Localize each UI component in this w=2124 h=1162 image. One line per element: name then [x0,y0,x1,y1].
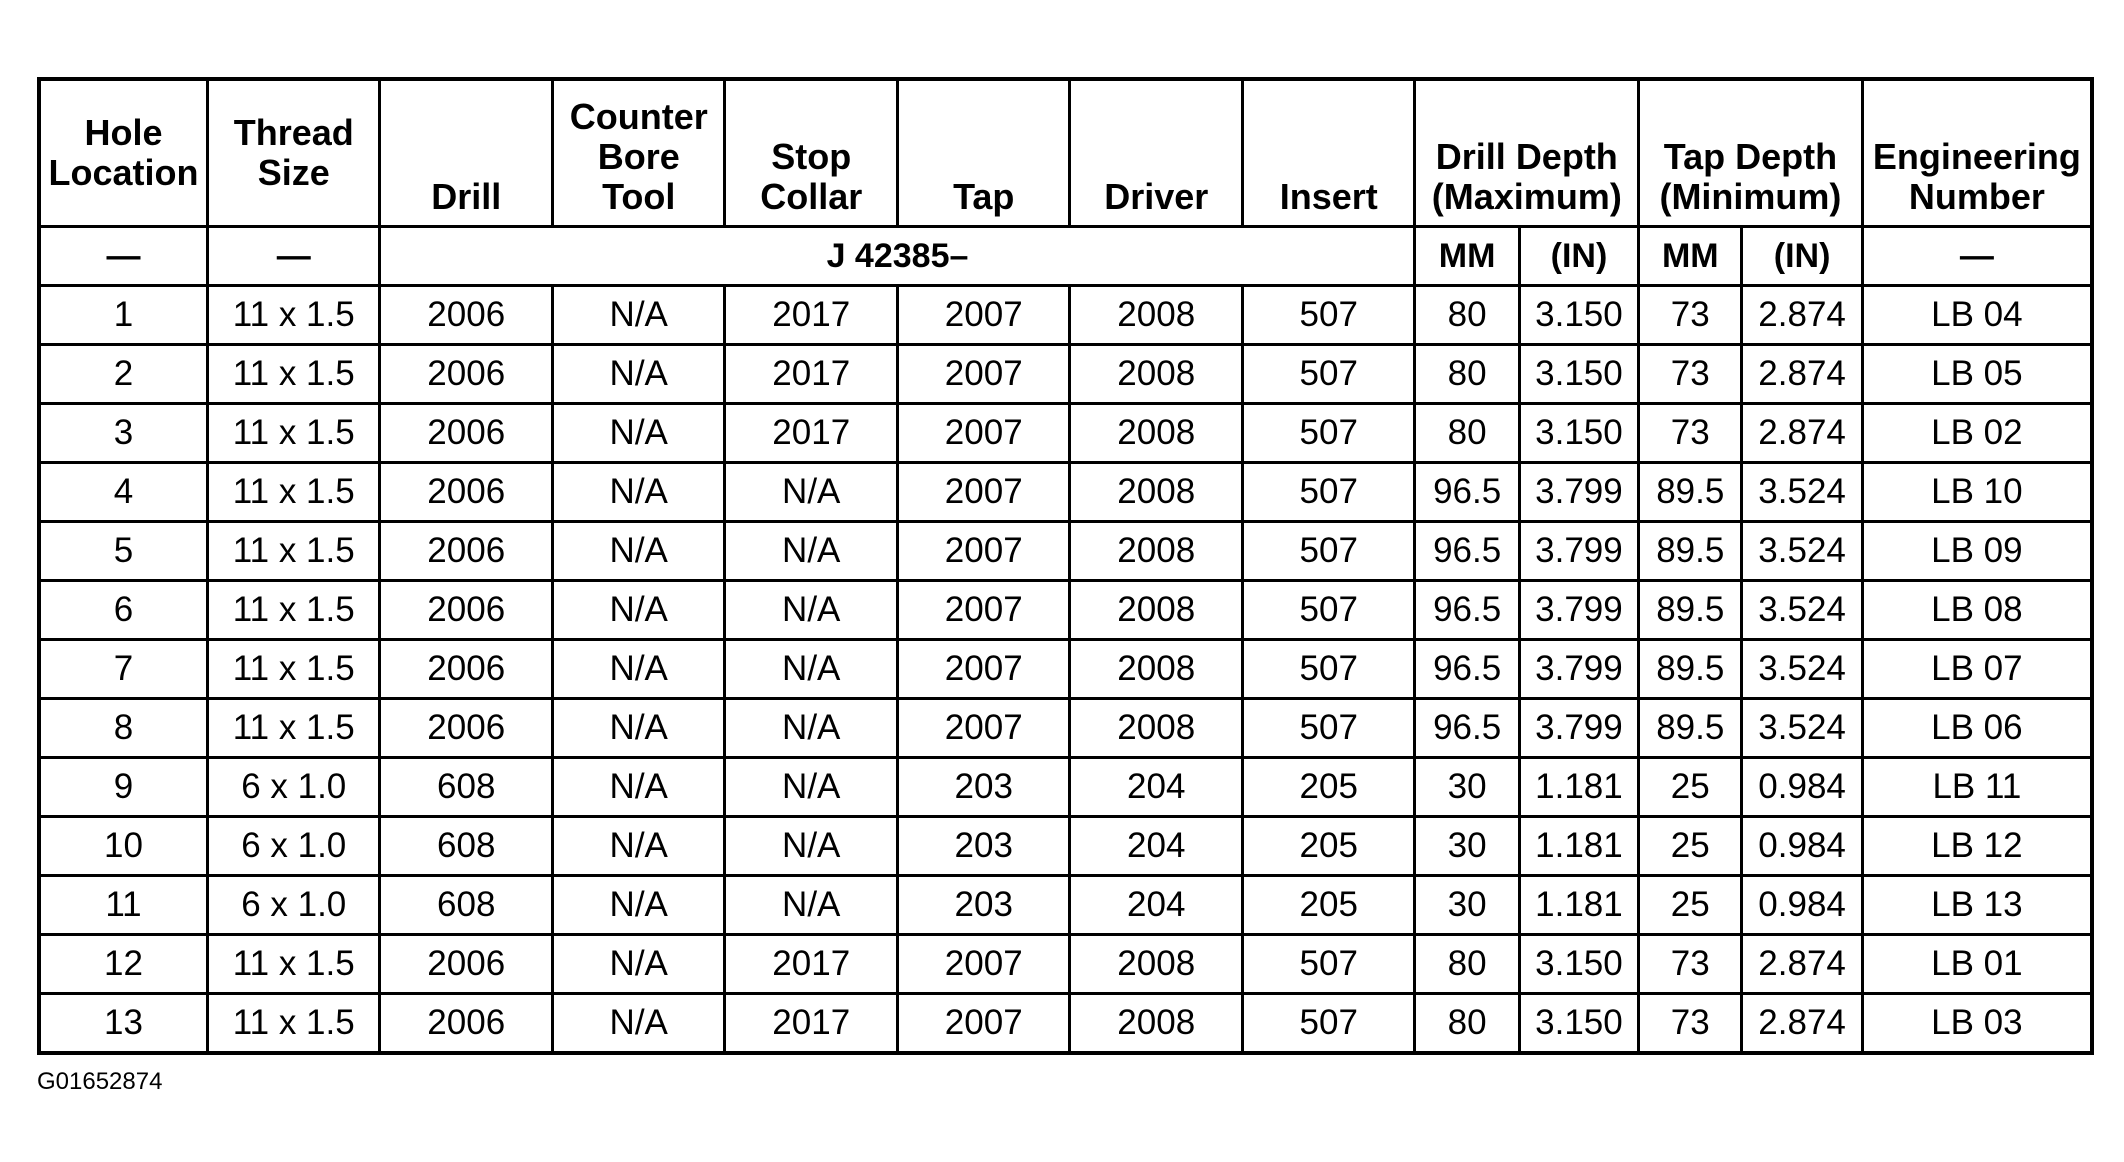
cell-tap-depth-in: 3.524 [1742,699,1862,758]
cell-counter-bore-tool: N/A [552,404,725,463]
cell-tap: 2007 [897,935,1070,994]
cell-tap-depth-mm: 89.5 [1639,640,1742,699]
cell-tap-depth-mm: 25 [1639,758,1742,817]
cell-insert: 507 [1242,581,1415,640]
subheader-drill-depth-mm: MM [1415,227,1519,286]
cell-engineering-number: LB 08 [1862,581,2092,640]
cell-drill-depth-in: 1.181 [1519,876,1638,935]
cell-drill-depth-mm: 96.5 [1415,522,1519,581]
cell-tap-depth-in: 2.874 [1742,994,1862,1054]
cell-drill-depth-mm: 80 [1415,345,1519,404]
figure-id: G01652874 [37,1068,163,1095]
cell-tap-depth-in: 0.984 [1742,758,1862,817]
cell-tap: 2007 [897,640,1070,699]
cell-driver: 2008 [1070,345,1243,404]
cell-driver: 204 [1070,758,1243,817]
header-thread-size [207,79,380,227]
cell-drill-depth-mm: 80 [1415,935,1519,994]
subheader-tap-depth-in: (IN) [1742,227,1862,286]
cell-counter-bore-tool: N/A [552,817,725,876]
table-row [39,404,2092,463]
cell-tap: 2007 [897,404,1070,463]
cell-stop-collar: 2017 [725,994,898,1054]
cell-insert: 205 [1242,758,1415,817]
cell-insert: 507 [1242,463,1415,522]
cell-drill-depth-in: 1.181 [1519,758,1638,817]
header-line: Size [257,152,330,193]
header-row [39,79,2092,227]
cell-drill-depth-mm: 80 [1415,994,1519,1054]
header-line: Stop [771,136,852,177]
cell-thread-size: 6 x 1.0 [207,758,380,817]
cell-drill: 2006 [380,640,553,699]
subheader-tap-depth-mm: MM [1639,227,1742,286]
cell-tap-depth-in: 2.874 [1742,935,1862,994]
cell-thread-size: 11 x 1.5 [207,345,380,404]
cell-hole-location: 1 [39,286,207,345]
cell-tap-depth-in: 0.984 [1742,817,1862,876]
header-hole-location [39,79,207,227]
cell-drill-depth-in: 3.799 [1519,581,1638,640]
cell-engineering-number: LB 13 [1862,876,2092,935]
cell-tap-depth-mm: 89.5 [1639,699,1742,758]
cell-insert: 205 [1242,876,1415,935]
cell-drill: 608 [380,876,553,935]
cell-tap-depth-in: 0.984 [1742,876,1862,935]
subheader-thread-size: — [207,227,380,286]
cell-tap-depth-mm: 73 [1639,404,1742,463]
cell-thread-size: 6 x 1.0 [207,876,380,935]
subheader-hole-location: — [39,227,207,286]
cell-drill-depth-mm: 96.5 [1415,463,1519,522]
cell-thread-size: 11 x 1.5 [207,994,380,1054]
header-driver [1070,79,1243,227]
cell-driver: 2008 [1070,522,1243,581]
cell-counter-bore-tool: N/A [552,640,725,699]
header-line: (Minimum) [1659,176,1842,217]
cell-tap-depth-mm: 73 [1639,286,1742,345]
cell-insert: 205 [1242,817,1415,876]
cell-engineering-number: LB 05 [1862,345,2092,404]
cell-hole-location: 7 [39,640,207,699]
cell-tap-depth-in: 3.524 [1742,463,1862,522]
cell-drill-depth-in: 3.150 [1519,404,1638,463]
cell-tap-depth-mm: 89.5 [1639,463,1742,522]
header-line: Location [48,152,199,193]
cell-counter-bore-tool: N/A [552,463,725,522]
cell-drill-depth-mm: 96.5 [1415,640,1519,699]
cell-stop-collar: N/A [725,463,898,522]
cell-counter-bore-tool: N/A [552,876,725,935]
cell-tap-depth-mm: 25 [1639,817,1742,876]
table-row [39,817,2092,876]
header-tap-depth [1639,79,1863,227]
cell-insert: 507 [1242,699,1415,758]
cell-insert: 507 [1242,345,1415,404]
cell-driver: 2008 [1070,994,1243,1054]
cell-drill: 2006 [380,699,553,758]
cell-drill: 608 [380,817,553,876]
cell-tap-depth-mm: 25 [1639,876,1742,935]
header-line: Bore [597,136,680,177]
cell-thread-size: 11 x 1.5 [207,699,380,758]
cell-thread-size: 11 x 1.5 [207,581,380,640]
cell-stop-collar: 2017 [725,345,898,404]
cell-drill: 2006 [380,463,553,522]
cell-counter-bore-tool: N/A [552,286,725,345]
cell-drill: 2006 [380,994,553,1054]
cell-thread-size: 11 x 1.5 [207,522,380,581]
cell-drill-depth-in: 3.150 [1519,286,1638,345]
cell-hole-location: 10 [39,817,207,876]
cell-thread-size: 11 x 1.5 [207,463,380,522]
cell-tap: 2007 [897,463,1070,522]
cell-thread-size: 6 x 1.0 [207,817,380,876]
cell-drill-depth-mm: 30 [1415,817,1519,876]
header-line: Hole [84,112,163,153]
table-row [39,640,2092,699]
cell-driver: 2008 [1070,935,1243,994]
cell-drill: 2006 [380,404,553,463]
header-line: Collar [760,176,863,217]
subheader-drill-depth-in: (IN) [1519,227,1638,286]
cell-driver: 204 [1070,876,1243,935]
table-row [39,463,2092,522]
cell-drill-depth-in: 3.799 [1519,463,1638,522]
header-line: Tool [602,176,676,217]
cell-driver: 2008 [1070,640,1243,699]
cell-counter-bore-tool: N/A [552,581,725,640]
subheader-row [39,227,2092,286]
cell-insert: 507 [1242,935,1415,994]
cell-engineering-number: LB 12 [1862,817,2092,876]
header-drill [380,79,553,227]
table-row [39,581,2092,640]
cell-tap: 2007 [897,699,1070,758]
tool-spec-sheet [37,77,2094,1055]
cell-counter-bore-tool: N/A [552,699,725,758]
cell-tap: 2007 [897,581,1070,640]
header-line: (Maximum) [1431,176,1622,217]
table-row [39,758,2092,817]
cell-drill-depth-mm: 30 [1415,758,1519,817]
header-line: Thread [233,112,354,153]
cell-drill-depth-mm: 30 [1415,876,1519,935]
table-row [39,699,2092,758]
cell-drill-depth-in: 3.150 [1519,994,1638,1054]
cell-stop-collar: 2017 [725,935,898,994]
header-line: Drill [431,176,502,217]
cell-stop-collar: N/A [725,640,898,699]
cell-insert: 507 [1242,640,1415,699]
cell-drill: 2006 [380,522,553,581]
header-line: Tap Depth [1663,136,1838,177]
header-engineering-number [1862,79,2092,227]
cell-driver: 2008 [1070,404,1243,463]
header-line: Drill Depth [1435,136,1618,177]
cell-insert: 507 [1242,286,1415,345]
cell-stop-collar: 2017 [725,404,898,463]
cell-tap: 203 [897,758,1070,817]
cell-hole-location: 12 [39,935,207,994]
cell-tap-depth-in: 2.874 [1742,286,1862,345]
cell-drill-depth-mm: 96.5 [1415,699,1519,758]
cell-stop-collar: 2017 [725,286,898,345]
cell-engineering-number: LB 01 [1862,935,2092,994]
cell-hole-location: 11 [39,876,207,935]
cell-tap-depth-mm: 73 [1639,994,1742,1054]
header-line: Number [1908,176,2045,217]
table-row [39,345,2092,404]
cell-engineering-number: LB 06 [1862,699,2092,758]
cell-drill-depth-mm: 96.5 [1415,581,1519,640]
cell-insert: 507 [1242,994,1415,1054]
table-row [39,935,2092,994]
cell-counter-bore-tool: N/A [552,935,725,994]
cell-hole-location: 5 [39,522,207,581]
header-counter-bore-tool [552,79,725,227]
cell-drill-depth-mm: 80 [1415,404,1519,463]
cell-thread-size: 11 x 1.5 [207,286,380,345]
cell-drill: 608 [380,758,553,817]
cell-stop-collar: N/A [725,522,898,581]
cell-tap-depth-in: 2.874 [1742,404,1862,463]
cell-tap: 2007 [897,522,1070,581]
cell-drill-depth-mm: 80 [1415,286,1519,345]
cell-drill: 2006 [380,935,553,994]
table-row [39,522,2092,581]
cell-drill: 2006 [380,286,553,345]
cell-thread-size: 11 x 1.5 [207,404,380,463]
cell-tap: 203 [897,817,1070,876]
header-line: Driver [1104,176,1209,217]
cell-tap-depth-mm: 89.5 [1639,522,1742,581]
cell-tap-depth-in: 2.874 [1742,345,1862,404]
cell-hole-location: 4 [39,463,207,522]
header-insert [1242,79,1415,227]
cell-counter-bore-tool: N/A [552,522,725,581]
cell-tap: 2007 [897,994,1070,1054]
cell-hole-location: 9 [39,758,207,817]
cell-tap: 2007 [897,286,1070,345]
thread-repair-table [37,77,2094,1055]
cell-thread-size: 11 x 1.5 [207,935,380,994]
cell-engineering-number: LB 02 [1862,404,2092,463]
cell-engineering-number: LB 09 [1862,522,2092,581]
cell-engineering-number: LB 11 [1862,758,2092,817]
header-line: Insert [1279,176,1378,217]
cell-thread-size: 11 x 1.5 [207,640,380,699]
cell-drill: 2006 [380,345,553,404]
cell-drill-depth-in: 1.181 [1519,817,1638,876]
cell-engineering-number: LB 04 [1862,286,2092,345]
cell-tap-depth-in: 3.524 [1742,581,1862,640]
cell-drill-depth-in: 3.150 [1519,935,1638,994]
header-line: Counter [569,96,708,137]
cell-engineering-number: LB 03 [1862,994,2092,1054]
cell-stop-collar: N/A [725,817,898,876]
table-row [39,994,2092,1054]
cell-hole-location: 13 [39,994,207,1054]
cell-hole-location: 2 [39,345,207,404]
cell-stop-collar: N/A [725,581,898,640]
cell-driver: 204 [1070,817,1243,876]
cell-tap: 2007 [897,345,1070,404]
cell-driver: 2008 [1070,286,1243,345]
cell-tap-depth-mm: 89.5 [1639,581,1742,640]
header-stop-collar [725,79,898,227]
cell-stop-collar: N/A [725,699,898,758]
header-line: Tap [953,176,1015,217]
cell-engineering-number: LB 10 [1862,463,2092,522]
cell-counter-bore-tool: N/A [552,345,725,404]
header-tap [897,79,1070,227]
header-line: Engineering [1872,136,2081,177]
cell-engineering-number: LB 07 [1862,640,2092,699]
cell-drill-depth-in: 3.150 [1519,345,1638,404]
cell-stop-collar: N/A [725,758,898,817]
cell-hole-location: 3 [39,404,207,463]
cell-tap-depth-in: 3.524 [1742,640,1862,699]
cell-drill: 2006 [380,581,553,640]
cell-counter-bore-tool: N/A [552,758,725,817]
subheader-tool-prefix: J 42385– [380,227,1415,286]
cell-hole-location: 6 [39,581,207,640]
cell-insert: 507 [1242,404,1415,463]
cell-tap: 203 [897,876,1070,935]
cell-hole-location: 8 [39,699,207,758]
cell-tap-depth-mm: 73 [1639,935,1742,994]
cell-tap-depth-in: 3.524 [1742,522,1862,581]
cell-stop-collar: N/A [725,876,898,935]
cell-insert: 507 [1242,522,1415,581]
cell-driver: 2008 [1070,581,1243,640]
cell-drill-depth-in: 3.799 [1519,699,1638,758]
header-drill-depth [1415,79,1639,227]
table-row [39,876,2092,935]
cell-counter-bore-tool: N/A [552,994,725,1054]
cell-drill-depth-in: 3.799 [1519,640,1638,699]
cell-tap-depth-mm: 73 [1639,345,1742,404]
cell-drill-depth-in: 3.799 [1519,522,1638,581]
cell-driver: 2008 [1070,699,1243,758]
subheader-engineering-number: — [1862,227,2092,286]
cell-driver: 2008 [1070,463,1243,522]
table-row [39,286,2092,345]
